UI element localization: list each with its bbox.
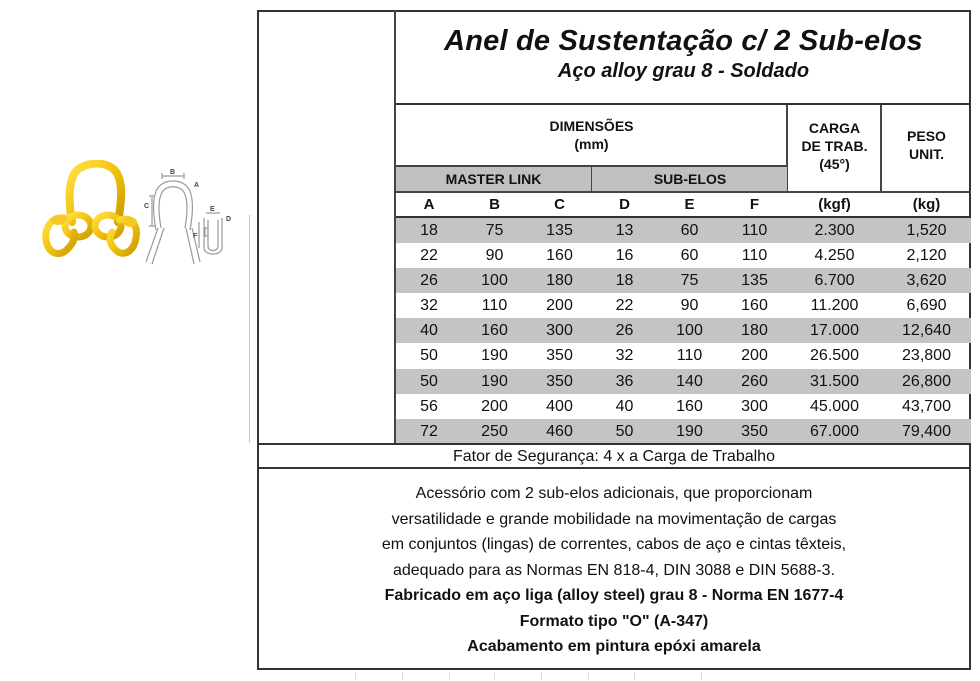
cell-a: 56 xyxy=(420,397,438,415)
cell-c: 400 xyxy=(546,397,573,415)
column-header-a: A xyxy=(423,196,435,213)
cell-e: 75 xyxy=(680,272,699,290)
cell-d: 50 xyxy=(615,422,634,440)
cell-e: 140 xyxy=(676,372,703,390)
column-header-kg: (kg) xyxy=(912,196,941,213)
master-link-photo-icon xyxy=(34,160,234,275)
cell-weight: 79,400 xyxy=(902,422,951,440)
column-header-f: F xyxy=(749,196,760,213)
title-cell xyxy=(396,10,971,105)
peso-label-1: PESO xyxy=(907,128,946,144)
cell-e: 100 xyxy=(676,322,703,340)
working-load-header xyxy=(786,105,881,192)
cell-e: 190 xyxy=(676,422,703,440)
cell-b: 190 xyxy=(481,347,508,365)
group-header-row xyxy=(396,165,787,192)
cell-b: 250 xyxy=(481,422,508,440)
column-header-kgf: (kgf) xyxy=(818,196,851,213)
cell-e: 160 xyxy=(676,397,703,415)
product-description xyxy=(257,469,971,669)
page-title: Anel de Sustentação c/ 2 Sub-elos xyxy=(444,25,923,57)
cell-weight: 6,690 xyxy=(906,297,947,315)
cell-e: 60 xyxy=(680,247,699,265)
cell-c: 460 xyxy=(546,422,573,440)
unit-weight-header xyxy=(880,105,971,192)
column-header-c: C xyxy=(554,196,565,213)
description-line: versatilidade e grande mobilidade na movimentação de cargas xyxy=(391,510,837,528)
faint-tick xyxy=(449,672,450,680)
description-line: Acessório com 2 sub-elos adicionais, que proporcionam xyxy=(415,485,813,502)
group-sub-elos: SUB-ELOS xyxy=(591,167,788,192)
cell-load: 26.500 xyxy=(810,347,859,365)
cell-a: 50 xyxy=(420,372,438,390)
faint-divider xyxy=(249,215,250,443)
cell-load: 6.700 xyxy=(814,272,855,290)
description-bold-line: Fabricado em aço liga (alloy steel) grau 8 - Norma EN 1677-4 xyxy=(384,587,844,604)
table-row xyxy=(396,369,971,394)
cell-f: 300 xyxy=(741,397,768,415)
table-row xyxy=(396,268,971,293)
cell-c: 180 xyxy=(546,272,573,290)
dimensions-header xyxy=(396,105,787,166)
dimensions-label: DIMENSÕES xyxy=(549,118,634,134)
faint-tick xyxy=(402,672,403,680)
table-row xyxy=(396,343,971,368)
carga-label-3: (45°) xyxy=(819,156,850,172)
cell-a: 72 xyxy=(420,422,438,440)
faint-tick xyxy=(541,672,542,680)
cell-d: 40 xyxy=(615,397,634,415)
cell-e: 60 xyxy=(680,222,699,239)
table-row xyxy=(396,419,971,444)
empty-image-cell xyxy=(257,10,396,444)
description-bold-line: Formato tipo "O" (A-347) xyxy=(519,612,709,630)
table-row xyxy=(396,243,971,268)
table-row xyxy=(396,318,971,343)
cell-load: 67.000 xyxy=(810,422,859,440)
table-row xyxy=(396,293,971,318)
faint-tick xyxy=(701,672,702,680)
svg-text:F: F xyxy=(193,233,198,240)
cell-e: 110 xyxy=(676,347,703,365)
faint-tick xyxy=(494,672,495,680)
carga-label-2: DE TRAB. xyxy=(801,138,868,154)
description-bold-line: Acabamento em pintura epóxi amarela xyxy=(467,638,761,655)
column-header-e: E xyxy=(684,196,695,213)
table-row xyxy=(396,218,971,243)
cell-c: 350 xyxy=(546,347,573,365)
column-header-b: B xyxy=(489,196,500,213)
column-header-row xyxy=(396,191,971,218)
cell-b: 190 xyxy=(481,372,508,390)
cell-b: 110 xyxy=(481,297,508,315)
cell-e: 90 xyxy=(680,297,699,315)
cell-d: 16 xyxy=(615,247,634,265)
cell-f: 135 xyxy=(741,272,768,290)
cell-d: 26 xyxy=(615,322,634,340)
cell-load: 2.300 xyxy=(814,222,855,239)
cell-load: 45.000 xyxy=(810,397,859,415)
svg-text:E: E xyxy=(210,206,215,213)
group-master-link: MASTER LINK xyxy=(445,171,542,187)
peso-label-2: UNIT. xyxy=(909,146,944,162)
carga-label-1: CARGA xyxy=(808,120,861,136)
column-header-d: D xyxy=(619,196,630,213)
safety-factor-row: Fator de Segurança: 4 x a Carga de Trabalho xyxy=(257,443,971,469)
dimensions-unit: (mm) xyxy=(574,136,609,152)
svg-text:D: D xyxy=(226,216,232,223)
table-body xyxy=(396,218,971,444)
cell-b: 200 xyxy=(481,397,508,415)
cell-f: 110 xyxy=(741,247,768,265)
cell-d: 18 xyxy=(615,272,634,290)
cell-c: 300 xyxy=(546,322,573,340)
cell-weight: 3,620 xyxy=(906,272,947,290)
cell-f: 180 xyxy=(741,322,768,340)
faint-tick xyxy=(588,672,589,680)
cell-weight: 1,520 xyxy=(906,222,947,239)
cell-f: 260 xyxy=(741,372,768,390)
cell-c: 135 xyxy=(546,222,573,239)
cell-b: 75 xyxy=(485,222,504,239)
description-line: em conjuntos (lingas) de correntes, cabos de aço e cintas têxteis, xyxy=(381,536,847,553)
cell-c: 200 xyxy=(546,297,573,315)
cell-weight: 23,800 xyxy=(902,347,951,365)
cell-a: 22 xyxy=(420,247,438,265)
cell-load: 17.000 xyxy=(810,322,859,340)
cell-weight: 2,120 xyxy=(906,247,947,265)
cell-weight: 12,640 xyxy=(902,322,951,340)
cell-c: 160 xyxy=(546,247,573,265)
cell-d: 13 xyxy=(615,222,634,239)
cell-a: 50 xyxy=(420,347,438,365)
cell-d: 22 xyxy=(615,297,634,315)
cell-f: 110 xyxy=(741,222,768,239)
svg-text:C: C xyxy=(144,203,150,210)
cell-d: 32 xyxy=(615,347,634,365)
cell-load: 11.200 xyxy=(810,297,859,315)
svg-text:A: A xyxy=(194,182,200,189)
page-subtitle: Aço alloy grau 8 - Soldado xyxy=(557,60,810,82)
cell-d: 36 xyxy=(615,372,634,390)
description-line: adequado para as Normas EN 818-4, DIN 3088 e DIN 5688-3. xyxy=(392,561,836,579)
svg-text:B: B xyxy=(170,169,176,176)
cell-c: 350 xyxy=(546,372,573,390)
cell-f: 160 xyxy=(741,297,768,315)
cell-b: 160 xyxy=(481,322,508,340)
product-image xyxy=(34,160,234,275)
cell-weight: 26,800 xyxy=(902,372,951,390)
cell-a: 32 xyxy=(420,297,438,315)
cell-weight: 43,700 xyxy=(902,397,951,415)
cell-a: 40 xyxy=(420,322,438,340)
table-row xyxy=(396,394,971,419)
cell-f: 200 xyxy=(741,347,768,365)
cell-a: 26 xyxy=(420,272,438,290)
cell-f: 350 xyxy=(741,422,768,440)
cell-b: 90 xyxy=(485,247,504,265)
faint-tick xyxy=(355,672,356,680)
faint-tick xyxy=(634,672,635,680)
cell-load: 31.500 xyxy=(810,372,859,390)
cell-load: 4.250 xyxy=(814,247,855,265)
cell-b: 100 xyxy=(481,272,508,290)
cell-a: 18 xyxy=(420,222,438,239)
